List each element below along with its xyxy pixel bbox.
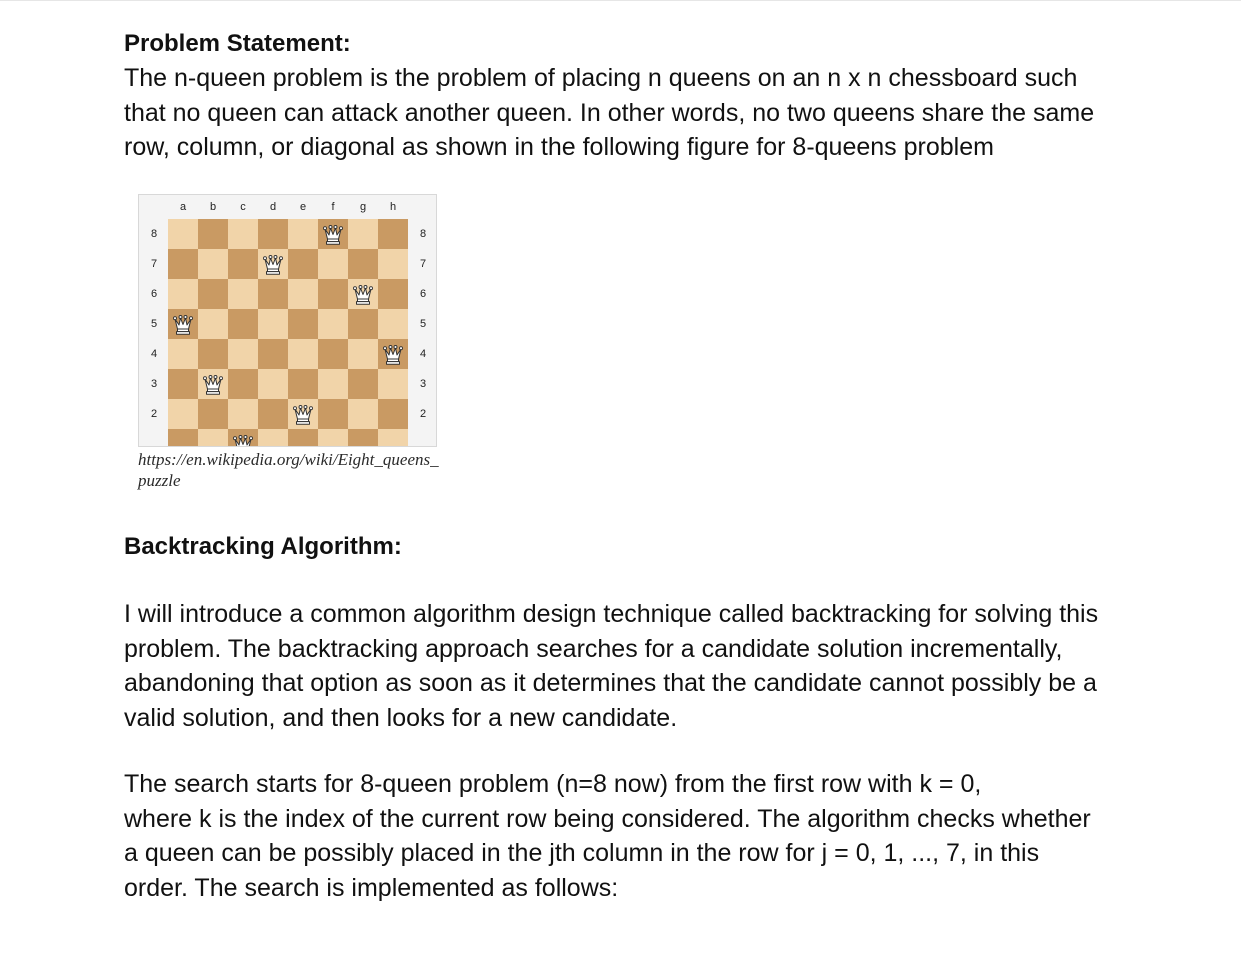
board-square <box>198 399 228 429</box>
file-label: c <box>240 201 246 213</box>
queen-icon <box>258 249 288 279</box>
figure-caption <box>138 449 439 491</box>
file-label: e <box>299 201 307 213</box>
rank-label: 4 <box>150 348 158 360</box>
text-line: I will introduce a common algorithm design technique called backtracking for solving this <box>124 600 1099 628</box>
board-square <box>318 429 348 447</box>
board-square <box>378 249 408 279</box>
chessboard-figure <box>138 194 437 447</box>
board-square <box>228 309 258 339</box>
board-square <box>258 399 288 429</box>
text-line: abandoning that option as soon as it determines that the candidate cannot possibly be a <box>124 669 1097 697</box>
rank-labels-left <box>147 195 161 446</box>
board-square <box>378 369 408 399</box>
file-label: g <box>359 201 367 213</box>
board-square <box>258 339 288 369</box>
text-line: order. The search is implemented as follows: <box>124 873 619 902</box>
chessboard <box>168 219 408 447</box>
board-square <box>258 369 288 399</box>
board-square <box>168 429 198 447</box>
board-square <box>348 399 378 429</box>
text-line: that no queen can attack another queen. In other words, no two queens share the same <box>124 98 1095 127</box>
board-square <box>168 399 198 429</box>
backtracking-paragraph-1 <box>124 597 1124 735</box>
rank-label: 6 <box>419 288 427 300</box>
queen-icon <box>318 219 348 249</box>
caption-line: https://en.wikipedia.org/wiki/Eight_queens_ <box>138 450 439 469</box>
text-line: row, column, or diagonal as shown in the following figure for 8-queens problem <box>124 133 994 161</box>
rank-labels-right <box>416 195 430 446</box>
rank-label: 7 <box>419 258 427 270</box>
board-square <box>288 249 318 279</box>
board-square <box>258 309 288 339</box>
board-square <box>168 369 198 399</box>
rank-label: 3 <box>419 378 427 390</box>
board-square <box>168 339 198 369</box>
text-line: valid solution, and then looks for a new candidate. <box>124 703 678 732</box>
rank-label: 2 <box>150 408 158 420</box>
rank-label: 7 <box>150 258 158 270</box>
text-line: a queen can be possibly placed in the jth column in the row for j = 0, 1, ..., 7, in this <box>124 839 1040 867</box>
board-square <box>258 219 288 249</box>
board-square <box>168 249 198 279</box>
board-square <box>228 339 258 369</box>
board-square <box>198 309 228 339</box>
board-square <box>198 429 228 447</box>
board-square <box>228 249 258 279</box>
file-label: d <box>269 201 277 213</box>
backtracking-paragraph-2 <box>124 767 1124 905</box>
rank-label: 5 <box>419 318 427 330</box>
board-square <box>228 219 258 249</box>
queen-icon <box>348 279 378 309</box>
board-square <box>348 249 378 279</box>
text-line: The search starts for 8-queen problem (n=8 now) from the first row with k = 0, <box>124 770 982 798</box>
file-label: b <box>209 201 217 213</box>
rank-label: 8 <box>419 228 427 240</box>
board-square <box>378 279 408 309</box>
board-square <box>228 399 258 429</box>
board-square <box>288 279 318 309</box>
board-square <box>288 219 318 249</box>
board-square <box>318 339 348 369</box>
board-square <box>228 279 258 309</box>
board-square <box>168 219 198 249</box>
board-square <box>378 399 408 429</box>
rank-label: 4 <box>419 348 427 360</box>
text-line: problem. The backtracking approach searches for a candidate solution incrementally, <box>124 634 1063 663</box>
rank-label: 2 <box>419 408 427 420</box>
queen-icon <box>378 339 408 369</box>
board-square <box>258 279 288 309</box>
rank-label: 3 <box>150 378 158 390</box>
board-square <box>198 339 228 369</box>
board-square <box>258 429 288 447</box>
top-divider <box>0 0 1241 1</box>
board-square <box>198 219 228 249</box>
board-square <box>348 369 378 399</box>
text-line: where k is the index of the current row being considered. The algorithm checks whether <box>124 804 1091 833</box>
queen-icon <box>198 369 228 399</box>
board-square <box>378 429 408 447</box>
board-square <box>318 309 348 339</box>
board-square <box>318 279 348 309</box>
board-square <box>168 279 198 309</box>
rank-label: 8 <box>150 228 158 240</box>
rank-label: 6 <box>150 288 158 300</box>
board-square <box>348 339 378 369</box>
board-square <box>288 369 318 399</box>
queen-icon <box>228 429 258 447</box>
file-label: a <box>179 201 187 213</box>
board-square <box>198 279 228 309</box>
board-square <box>378 309 408 339</box>
board-square <box>288 429 318 447</box>
board-square <box>318 249 348 279</box>
file-label: f <box>331 201 335 213</box>
board-square <box>288 309 318 339</box>
backtracking-heading: Backtracking Algorithm: <box>124 533 402 560</box>
board-square <box>378 219 408 249</box>
file-label: h <box>389 201 397 213</box>
board-square <box>228 369 258 399</box>
text-line: The n-queen problem is the problem of placing n queens on an n x n chessboard such <box>124 64 1078 92</box>
board-square <box>348 429 378 447</box>
problem-statement-heading: Problem Statement: <box>124 30 351 57</box>
problem-paragraph <box>124 61 1124 165</box>
queen-icon <box>168 309 198 339</box>
queen-icon <box>288 399 318 429</box>
caption-line: puzzle <box>138 471 181 490</box>
board-square <box>198 249 228 279</box>
board-square <box>288 339 318 369</box>
board-square <box>318 369 348 399</box>
board-square <box>348 309 378 339</box>
board-square <box>348 219 378 249</box>
board-square <box>318 399 348 429</box>
rank-label: 5 <box>150 318 158 330</box>
